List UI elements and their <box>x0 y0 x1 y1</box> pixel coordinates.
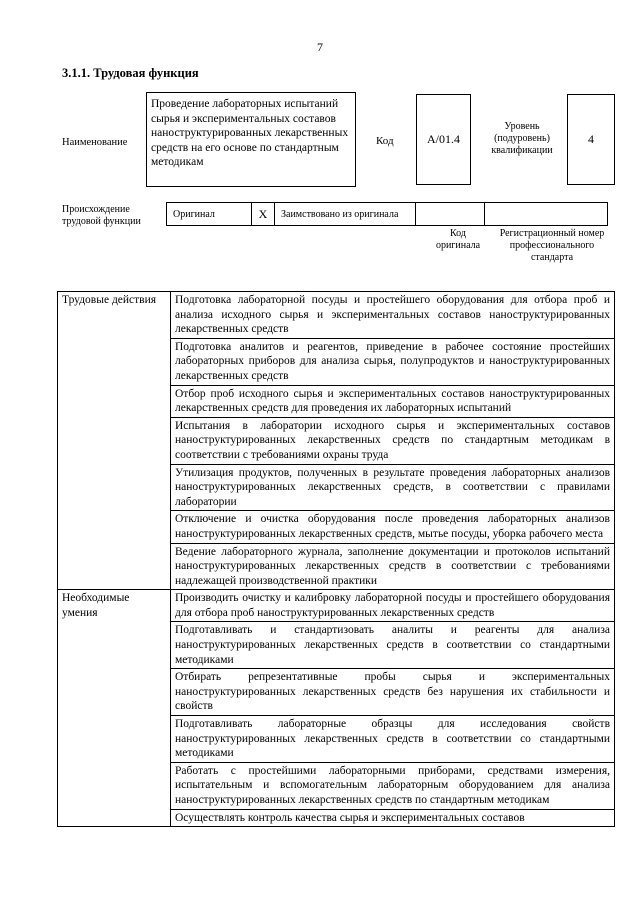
origin-label: Происхождение трудовой функции <box>62 204 141 227</box>
list-item: Подготовка аналитов и реагентов, приведение в рабочее состояние простейших лабораторных приборов для анализа сырья, полупродуктов и наноструктурированных лекарственных средств <box>171 338 615 385</box>
function-name-value: Проведение лабораторных испытаний сырья и экспериментальных составов наноструктурированных лекарственных средств на его основе по стандартным методикам <box>151 98 349 168</box>
borrowed-cell: Заимствовано из оригинала <box>275 203 416 226</box>
list-item: Отключение и очистка оборудования после проведения лабораторных анализов наноструктурированных лекарственных средств, мытье посуды, уборка рабочего места <box>171 511 615 543</box>
original-code-cell <box>416 203 485 226</box>
level-box <box>567 94 615 185</box>
category-cell: Необходимые умения <box>58 590 171 827</box>
level-label: Уровень (подуровень) квалификации <box>491 121 553 156</box>
list-item: Отбирать репрезентативные пробы сырья и экспериментальных наноструктурированных лекарственных средств без нарушения их стабильности и свойств <box>171 669 615 716</box>
original-cell: Оригинал <box>167 203 252 226</box>
reg-number-label: Регистрационный номер профессионального стандарта <box>499 228 605 263</box>
original-mark: X <box>252 203 275 226</box>
reg-number-cell <box>485 203 608 226</box>
list-item: Утилизация продуктов, полученных в результате проведения лабораторных анализов наноструктурированных лекарственных средств, в соответствии с правилами лаборатории <box>171 464 615 511</box>
name-label: Наименование <box>62 137 128 148</box>
page-number: 7 <box>317 40 323 54</box>
level-value: 4 <box>588 132 594 146</box>
code-box <box>416 94 471 185</box>
list-item: Испытания в лаборатории исходного сырья и экспериментальных составов наноструктурированных лекарственных средств по стандартным методикам в соответствии с требованиями охраны труда <box>171 417 615 464</box>
original-code-label: Код оригинала <box>435 228 481 251</box>
list-item: Подготавливать и стандартизовать аналиты и реагенты для анализа наноструктурированных лекарственных средств в соответствии со стандартными методиками <box>171 622 615 669</box>
section-title: 3.1.1. Трудовая функция <box>62 66 199 80</box>
list-item: Работать с простейшими лабораторными приборами, средствами измерения, испытательным и вспомогательным лабораторным оборудованием для анализа наноструктурированных лекарственных средств по стандартным методикам <box>171 762 615 809</box>
function-details-table <box>57 291 615 827</box>
list-item: Подготовка лабораторной посуды и простейшего оборудования для отбора проб и анализа исходного сырья и экспериментальных составов наноструктурированных лекарственных средств <box>171 292 615 339</box>
code-label: Код <box>376 135 394 147</box>
list-item: Подготавливать лабораторные образцы для исследования свойств наноструктурированных лекарственных средств в соответствии со стандартными методиками <box>171 716 615 763</box>
category-cell: Трудовые действия <box>58 292 171 590</box>
list-item: Осуществлять контроль качества сырья и экспериментальных составов <box>171 809 615 827</box>
function-name-box <box>146 92 356 187</box>
list-item: Производить очистку и калибровку лабораторной посуды и простейшего оборудования для отбора проб наноструктурированных лекарственных средств <box>171 590 615 622</box>
list-item: Отбор проб исходного сырья и экспериментальных составов наноструктурированных лекарственных средств для проведения их лабораторных испытаний <box>171 385 615 417</box>
table-row <box>58 292 615 339</box>
list-item: Ведение лабораторного журнала, заполнение документации и протоколов испытаний наноструктурированных лекарственных средств в соответствии с требованиями надлежащей производственной практики <box>171 543 615 590</box>
code-value: А/01.4 <box>427 132 460 146</box>
origin-table <box>166 202 608 226</box>
table-row <box>58 590 615 622</box>
